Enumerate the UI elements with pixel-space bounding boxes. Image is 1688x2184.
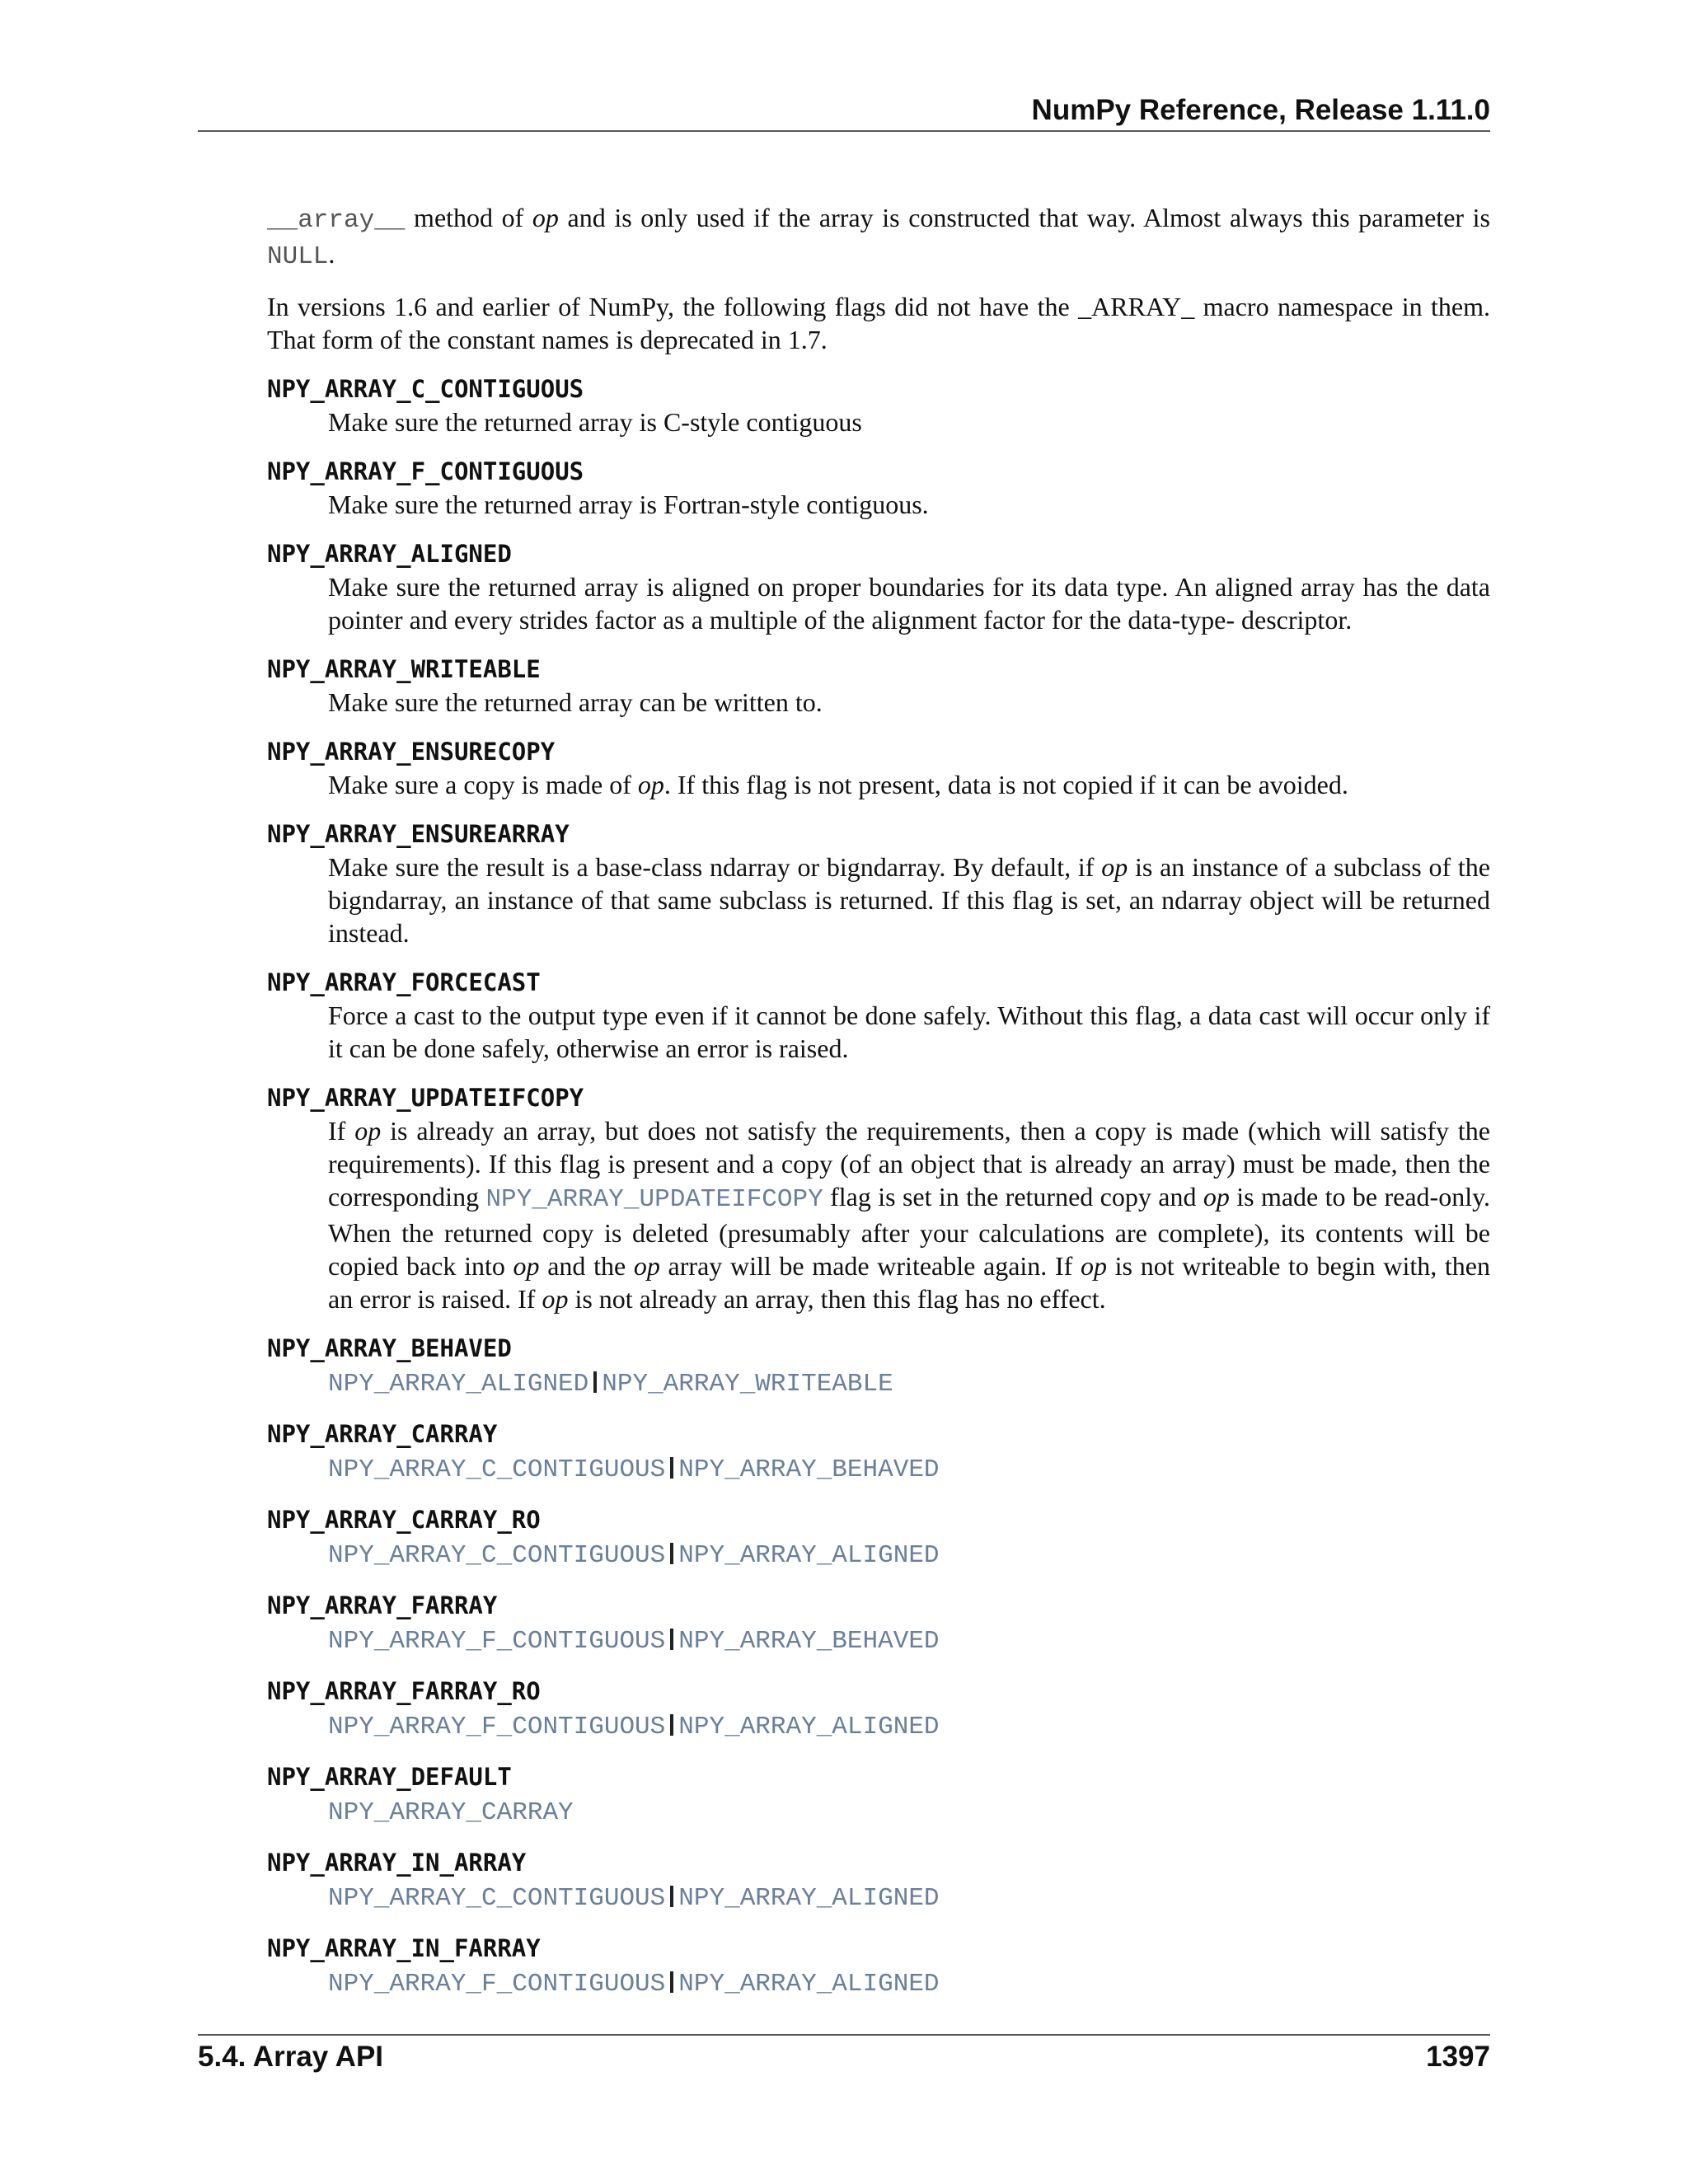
text: . If this flag is not present, data is not copied if it can be avoided.	[663, 770, 1348, 799]
flag-term: NPY_ARRAY_ENSUREARRAY	[267, 820, 570, 848]
combo-link-a[interactable]: NPY_ARRAY_F_CONTIGUOUS	[328, 1970, 666, 1999]
pipe-separator	[670, 1971, 673, 1993]
combo-term: NPY_ARRAY_IN_FARRAY	[267, 1934, 541, 1962]
text: is already an array, but does not satisfy the requirements, then a copy is made (which will satisfy the requirements). If this flag is present and a copy (of an object that is already an array) must be made, then the corresponding	[328, 1116, 1491, 1212]
pipe-separator	[593, 1371, 597, 1393]
op-emphasis: op	[637, 770, 664, 799]
combo-entry-carray	[267, 1418, 1490, 1487]
flag-entry-ensurecopy	[267, 735, 1490, 801]
op-emphasis: op	[513, 1251, 540, 1281]
flag-description: Make sure the returned array is aligned on proper boundaries for its data type. An aligned array has the data pointer and every strides factor as a multiple of the alignment factor for the data-type- descriptor.	[328, 572, 1490, 635]
flag-entry-writeable	[267, 653, 1490, 719]
flag-description	[328, 1114, 1490, 1315]
flag-description: Make sure the returned array is Fortran-style contiguous.	[328, 490, 929, 519]
flag-term: NPY_ARRAY_UPDATEIFCOPY	[267, 1084, 584, 1112]
combo-link-a[interactable]: NPY_ARRAY_F_CONTIGUOUS	[328, 1713, 666, 1741]
null-code: NULL	[267, 242, 329, 271]
flag-description	[328, 851, 1490, 949]
combo-entry-in-farray	[267, 1932, 1490, 2001]
flag-term: NPY_ARRAY_C_CONTIGUOUS	[267, 375, 584, 403]
flag-entry-c-contiguous	[267, 373, 1490, 438]
combo-link-b[interactable]: NPY_ARRAY_ALIGNED	[678, 1713, 940, 1741]
flag-description: Make sure the returned array can be written to.	[328, 687, 823, 717]
pipe-separator	[670, 1543, 673, 1564]
flag-description	[328, 768, 1490, 801]
combo-entry-default	[267, 1760, 1490, 1830]
combo-definition	[328, 1536, 1490, 1572]
op-emphasis: op	[354, 1116, 382, 1146]
combo-definition	[328, 1622, 1490, 1658]
text: If	[328, 1116, 355, 1146]
page-number: 1397	[1426, 2041, 1490, 2073]
text: array will be made writeable again. If	[659, 1251, 1081, 1281]
text: method of	[405, 203, 532, 232]
flag-description: Force a cast to the output type even if it cannot be done safely. Without this flag, a data cast will occur only if it can be done safely, otherwise an error is raised.	[328, 1001, 1490, 1063]
op-emphasis: op	[542, 1284, 569, 1314]
footer-section-title: 5.4. Array API	[198, 2041, 384, 2073]
combo-term: NPY_ARRAY_FARRAY	[267, 1591, 498, 1619]
combo-link-a[interactable]: NPY_ARRAY_C_CONTIGUOUS	[328, 1541, 666, 1570]
combo-entry-carray-ro	[267, 1503, 1490, 1572]
pipe-separator	[670, 1886, 673, 1907]
flag-description: Make sure the returned array is C-style contiguous	[328, 407, 862, 437]
combo-term: NPY_ARRAY_FARRAY_RO	[267, 1677, 541, 1705]
combo-definition	[328, 1365, 1490, 1401]
page-header-title: NumPy Reference, Release 1.11.0	[1031, 94, 1490, 126]
flag-term: NPY_ARRAY_F_CONTIGUOUS	[267, 457, 584, 485]
text: flag is set in the returned copy and	[823, 1182, 1203, 1212]
combo-definition	[328, 1708, 1490, 1744]
combo-entry-behaved	[267, 1332, 1490, 1401]
combo-entry-in-array	[267, 1846, 1490, 1915]
header-rule	[198, 130, 1490, 132]
combo-entry-farray-ro	[267, 1675, 1490, 1744]
flag-entry-aligned	[267, 537, 1490, 636]
flag-entry-f-contiguous	[267, 455, 1490, 521]
intro-paragraph-2: In versions 1.6 and earlier of NumPy, the following flags did not have the _ARRAY_ macro namespace in them. That form of the constant names is deprecated in 1.7.	[267, 292, 1490, 354]
pipe-separator	[670, 1629, 673, 1650]
combo-link-b[interactable]: NPY_ARRAY_ALIGNED	[678, 1884, 940, 1913]
combo-definition	[328, 1793, 1490, 1830]
combo-link-a[interactable]: NPY_ARRAY_ALIGNED	[328, 1370, 589, 1399]
flag-entry-forcecast	[267, 966, 1490, 1065]
op-emphasis: op	[1080, 1251, 1107, 1281]
op-emphasis: op	[1101, 852, 1128, 882]
combo-link-b[interactable]: NPY_ARRAY_ALIGNED	[678, 1541, 940, 1570]
combo-definition	[328, 1451, 1490, 1487]
text: .	[328, 239, 335, 269]
combo-link-b[interactable]: NPY_ARRAY_BEHAVED	[678, 1455, 940, 1484]
intro-paragraph-1	[267, 201, 1490, 274]
op-emphasis: op	[1203, 1182, 1230, 1212]
combo-definition	[328, 1879, 1490, 1915]
text: is not writeable to begin with, then an error is raised. If	[328, 1251, 1491, 1314]
combo-term: NPY_ARRAY_CARRAY_RO	[267, 1506, 541, 1534]
combo-term: NPY_ARRAY_IN_ARRAY	[267, 1849, 527, 1877]
pipe-separator	[670, 1714, 673, 1736]
flag-term: NPY_ARRAY_ALIGNED	[267, 540, 512, 568]
text: is not already an array, then this flag has no effect.	[568, 1284, 1106, 1314]
combo-link-a[interactable]: NPY_ARRAY_F_CONTIGUOUS	[328, 1627, 666, 1656]
flag-entry-updateifcopy	[267, 1081, 1490, 1315]
op-emphasis: op	[532, 203, 559, 232]
text: Make sure a copy is made of	[328, 770, 638, 799]
op-emphasis: op	[633, 1251, 660, 1281]
text: and the	[539, 1251, 634, 1281]
array-method-code: __array__	[267, 206, 406, 235]
combo-link-b[interactable]: NPY_ARRAY_BEHAVED	[678, 1627, 940, 1656]
main-content	[267, 201, 1490, 2018]
combo-term: NPY_ARRAY_CARRAY	[267, 1420, 498, 1448]
combo-link-b[interactable]: NPY_ARRAY_ALIGNED	[678, 1970, 940, 1999]
combo-term: NPY_ARRAY_DEFAULT	[267, 1763, 512, 1791]
combo-link-a[interactable]: NPY_ARRAY_C_CONTIGUOUS	[328, 1455, 666, 1484]
combo-entry-farray	[267, 1589, 1490, 1658]
flag-entry-ensurearray	[267, 818, 1490, 949]
flag-term: NPY_ARRAY_ENSURECOPY	[267, 738, 556, 766]
combo-link-b[interactable]: NPY_ARRAY_WRITEABLE	[602, 1370, 893, 1399]
text: Make sure the result is a base-class ndarray or bigndarray. By default, if	[328, 852, 1102, 882]
footer-rule	[198, 2034, 1490, 2036]
combo-link-a[interactable]: NPY_ARRAY_C_CONTIGUOUS	[328, 1884, 666, 1913]
text: is made to be read-only. When the returned copy is deleted (presumably after your calculations are complete), its contents will be copied back into	[328, 1182, 1491, 1281]
text: is an instance of a subclass of the bigndarray, an instance of that same subclass is returned. If this flag is set, an ndarray object will be returned instead.	[328, 852, 1490, 948]
flag-term: NPY_ARRAY_WRITEABLE	[267, 655, 541, 683]
text: and is only used if the array is constructed that way. Almost always this parameter is	[558, 203, 1491, 232]
combo-term: NPY_ARRAY_BEHAVED	[267, 1334, 512, 1362]
flag-term: NPY_ARRAY_FORCECAST	[267, 968, 541, 996]
combo-link-a[interactable]: NPY_ARRAY_CARRAY	[328, 1798, 574, 1827]
updateifcopy-link[interactable]: NPY_ARRAY_UPDATEIFCOPY	[485, 1185, 823, 1214]
pipe-separator	[670, 1457, 673, 1479]
combo-definition	[328, 1965, 1490, 2001]
